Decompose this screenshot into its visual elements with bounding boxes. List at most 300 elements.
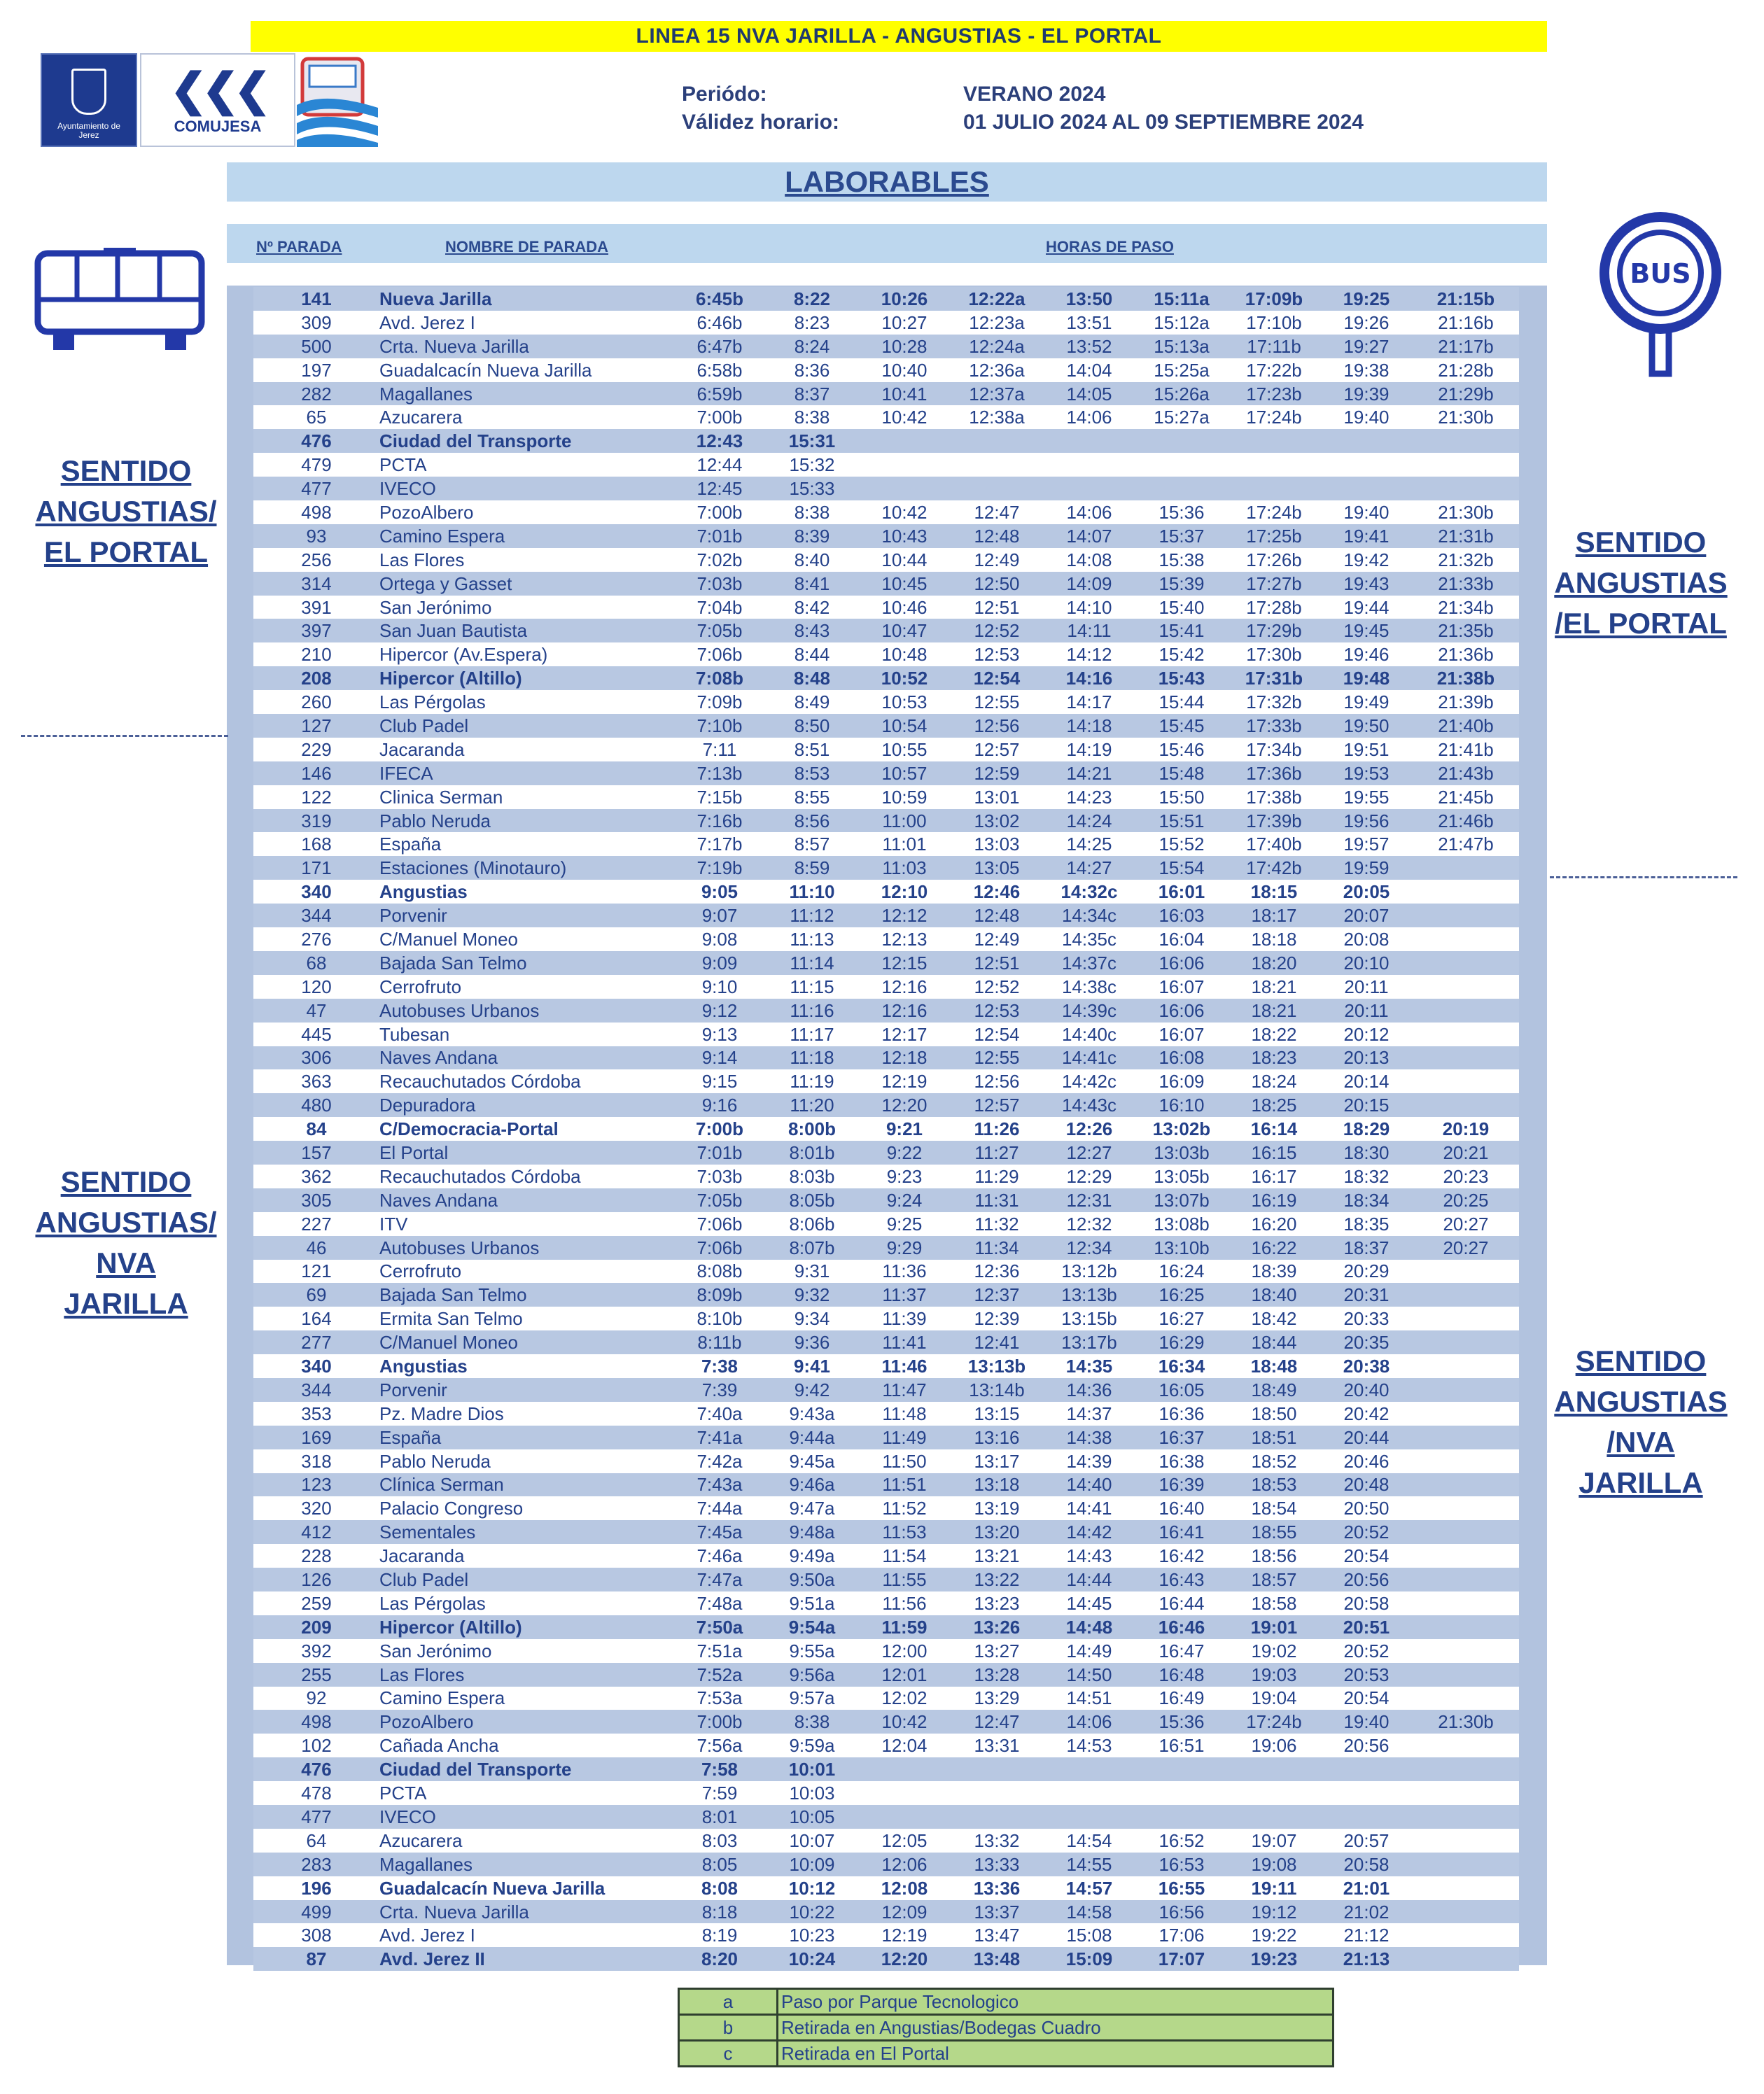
pass-time: 21:30b (1413, 500, 1519, 524)
pass-time: 12:55 (951, 690, 1043, 714)
stop-name: Camino Espera (379, 1687, 673, 1710)
table-row (253, 975, 1519, 999)
pass-time: 14:04 (1043, 358, 1135, 382)
stop-number: 499 (253, 1900, 379, 1924)
legend-text: Retirada en El Portal (778, 2041, 1334, 2067)
pass-time: 8:38 (766, 500, 858, 524)
stop-name: Nueva Jarilla (379, 287, 673, 311)
legend-row (679, 2041, 1334, 2067)
stop-name: Cerrofruto (379, 975, 673, 999)
pass-time: 13:31 (951, 1734, 1043, 1757)
stop-name: IVECO (379, 1805, 673, 1829)
table-row (253, 642, 1519, 666)
pass-time: 16:20 (1228, 1212, 1320, 1236)
pass-time: 17:09b (1228, 287, 1320, 311)
pass-time (1413, 1853, 1519, 1876)
pass-time: 21:43b (1413, 761, 1519, 785)
pass-time: 8:05b (766, 1188, 858, 1212)
pass-time: 20:56 (1320, 1734, 1413, 1757)
pass-time: 12:18 (858, 1046, 951, 1070)
pass-time (1413, 975, 1519, 999)
pass-time: 14:35c (1043, 927, 1135, 951)
pass-time: 17:40b (1228, 832, 1320, 856)
validez-value: 01 JULIO 2024 AL 09 SEPTIEMBRE 2024 (963, 111, 1364, 134)
pass-time: 21:28b (1413, 358, 1519, 382)
pass-time: 9:36 (766, 1330, 858, 1354)
pass-time: 12:12 (858, 904, 951, 927)
stop-name: C/Democracia-Portal (379, 1117, 673, 1141)
pass-time: 8:01 (673, 1805, 766, 1829)
pass-time: 7:43a (673, 1473, 766, 1497)
pass-time (1135, 477, 1228, 500)
table-row (253, 1805, 1519, 1829)
stop-name: Porvenir (379, 1378, 673, 1402)
pass-time: 14:38c (1043, 975, 1135, 999)
pass-time: 18:22 (1228, 1023, 1320, 1046)
pass-time: 20:51 (1320, 1615, 1413, 1639)
stop-number: 314 (253, 572, 379, 596)
pass-time: 7:05b (673, 619, 766, 642)
pass-time: 9:43a (766, 1402, 858, 1426)
pass-time: 9:23 (858, 1165, 951, 1188)
stop-name: ITV (379, 1212, 673, 1236)
pass-time: 8:20 (673, 1947, 766, 1971)
pass-time (1228, 429, 1320, 453)
pass-time: 18:50 (1228, 1402, 1320, 1426)
table-row (253, 1734, 1519, 1757)
table-row (253, 880, 1519, 904)
pass-time: 16:24 (1135, 1260, 1228, 1284)
pass-time: 11:59 (858, 1615, 951, 1639)
table-row (253, 1402, 1519, 1426)
pass-time: 12:34 (1043, 1236, 1135, 1260)
pass-time: 18:56 (1228, 1544, 1320, 1568)
stop-number: 102 (253, 1734, 379, 1757)
pass-time: 19:55 (1320, 785, 1413, 809)
table-row (253, 1687, 1519, 1710)
pass-time (1413, 1260, 1519, 1284)
pass-time (1413, 1473, 1519, 1497)
stop-number: 340 (253, 1354, 379, 1378)
pass-time: 10:44 (858, 548, 951, 572)
stop-name: España (379, 832, 673, 856)
pass-time: 21:31b (1413, 524, 1519, 548)
pass-time: 16:52 (1135, 1829, 1228, 1853)
pass-time: 18:20 (1228, 951, 1320, 975)
pass-time: 12:57 (951, 1093, 1043, 1117)
pass-time (858, 1757, 951, 1781)
pass-time: 19:01 (1228, 1615, 1320, 1639)
pass-time: 14:34c (1043, 904, 1135, 927)
stop-name: Hipercor (Altillo) (379, 1615, 673, 1639)
pass-time: 8:19 (673, 1923, 766, 1947)
stop-number: 392 (253, 1639, 379, 1663)
stop-number: 256 (253, 548, 379, 572)
pass-time: 14:23 (1043, 785, 1135, 809)
pass-time: 8:06b (766, 1212, 858, 1236)
pass-time: 11:00 (858, 809, 951, 833)
pass-time: 11:46 (858, 1354, 951, 1378)
pass-time: 11:53 (858, 1520, 951, 1544)
pass-time: 20:14 (1320, 1069, 1413, 1093)
pass-time (1413, 1829, 1519, 1853)
pass-time: 11:39 (858, 1307, 951, 1330)
table-row (253, 999, 1519, 1023)
pass-time: 12:51 (951, 951, 1043, 975)
pass-time: 16:41 (1135, 1520, 1228, 1544)
bus-icon (34, 248, 206, 360)
pass-time: 17:31b (1228, 666, 1320, 690)
pass-time: 18:57 (1228, 1568, 1320, 1591)
pass-time: 18:40 (1228, 1283, 1320, 1307)
pass-time: 15:38 (1135, 548, 1228, 572)
stop-number: 305 (253, 1188, 379, 1212)
pass-time: 9:05 (673, 880, 766, 904)
pass-time: 18:55 (1228, 1520, 1320, 1544)
bus-stop-sign-icon (1590, 210, 1730, 378)
pass-time: 18:21 (1228, 975, 1320, 999)
stop-name: Guadalcacín Nueva Jarilla (379, 1876, 673, 1900)
pass-time: 8:48 (766, 666, 858, 690)
pass-time: 14:11 (1043, 619, 1135, 642)
stop-number: 141 (253, 287, 379, 311)
pass-time: 14:19 (1043, 738, 1135, 761)
stop-number: 319 (253, 809, 379, 833)
pass-time: 13:48 (951, 1947, 1043, 1971)
pass-time: 12:56 (951, 1069, 1043, 1093)
pass-time: 15:54 (1135, 856, 1228, 880)
stop-number: 210 (253, 642, 379, 666)
pass-time: 11:36 (858, 1260, 951, 1284)
stop-name: Pablo Neruda (379, 809, 673, 833)
stop-name: Jacaranda (379, 1544, 673, 1568)
pass-time: 9:31 (766, 1260, 858, 1284)
pass-time: 15:46 (1135, 738, 1228, 761)
pass-time: 20:38 (1320, 1354, 1413, 1378)
pass-time: 16:49 (1135, 1687, 1228, 1710)
stop-number: 93 (253, 524, 379, 548)
pass-time: 12:49 (951, 548, 1043, 572)
pass-time: 18:15 (1228, 880, 1320, 904)
pass-time (1413, 1449, 1519, 1473)
pass-time: 10:01 (766, 1757, 858, 1781)
pass-time: 8:56 (766, 809, 858, 833)
pass-time: 15:44 (1135, 690, 1228, 714)
pass-time: 15:12a (1135, 311, 1228, 335)
pass-time: 13:17b (1043, 1330, 1135, 1354)
pass-time (858, 429, 951, 453)
pass-time: 12:52 (951, 619, 1043, 642)
table-row (253, 1236, 1519, 1260)
pass-time: 9:12 (673, 999, 766, 1023)
pass-time: 14:43c (1043, 1093, 1135, 1117)
pass-time: 21:02 (1320, 1900, 1413, 1924)
pass-time: 19:27 (1320, 335, 1413, 358)
pass-time: 20:15 (1320, 1093, 1413, 1117)
pass-time: 9:54a (766, 1615, 858, 1639)
pass-time: 14:51 (1043, 1687, 1135, 1710)
pass-time: 9:13 (673, 1023, 766, 1046)
pass-time (1413, 1046, 1519, 1070)
pass-time: 16:53 (1135, 1853, 1228, 1876)
pass-time: 18:30 (1320, 1141, 1413, 1165)
pass-time: 12:02 (858, 1687, 951, 1710)
pass-time: 17:27b (1228, 572, 1320, 596)
line-title (251, 21, 1547, 52)
pass-time (1135, 1781, 1228, 1805)
stop-number: 123 (253, 1473, 379, 1497)
pass-time (858, 1805, 951, 1829)
pass-time: 16:01 (1135, 880, 1228, 904)
pass-time: 20:57 (1320, 1829, 1413, 1853)
pass-time: 7:06b (673, 642, 766, 666)
stop-number: 171 (253, 856, 379, 880)
pass-time (1228, 1781, 1320, 1805)
pass-time: 11:49 (858, 1426, 951, 1449)
pass-time: 14:49 (1043, 1639, 1135, 1663)
pass-time: 19:41 (1320, 524, 1413, 548)
pass-time: 11:41 (858, 1330, 951, 1354)
pass-time: 13:51 (1043, 311, 1135, 335)
pass-time: 13:13b (951, 1354, 1043, 1378)
pass-time: 16:25 (1135, 1283, 1228, 1307)
pass-time: 13:02 (951, 809, 1043, 833)
pass-time: 8:03b (766, 1165, 858, 1188)
stop-number: 476 (253, 1757, 379, 1781)
stop-number: 120 (253, 975, 379, 999)
pass-time: 16:47 (1135, 1639, 1228, 1663)
pass-time: 14:39 (1043, 1449, 1135, 1473)
pass-time: 19:23 (1228, 1947, 1320, 1971)
table-row (253, 1188, 1519, 1212)
table-row (253, 832, 1519, 856)
pass-time: 14:43 (1043, 1544, 1135, 1568)
pass-time: 13:33 (951, 1853, 1043, 1876)
pass-time: 9:44a (766, 1426, 858, 1449)
pass-time: 10:03 (766, 1781, 858, 1805)
pass-time: 15:08 (1043, 1923, 1135, 1947)
legend-key: b (679, 2015, 778, 2041)
pass-time: 21:12 (1320, 1923, 1413, 1947)
pass-time: 11:18 (766, 1046, 858, 1070)
pass-time: 12:17 (858, 1023, 951, 1046)
pass-time: 19:08 (1228, 1853, 1320, 1876)
pass-time: 8:09b (673, 1283, 766, 1307)
pass-time: 16:09 (1135, 1069, 1228, 1093)
stop-name: Magallanes (379, 382, 673, 406)
pass-time (1413, 453, 1519, 477)
pass-time: 7:00b (673, 500, 766, 524)
pass-time: 16:10 (1135, 1093, 1228, 1117)
pass-time: 8:42 (766, 596, 858, 619)
stop-name: Pablo Neruda (379, 1449, 673, 1473)
pass-time: 7:53a (673, 1687, 766, 1710)
stop-name: Las Pérgolas (379, 1591, 673, 1615)
pass-time: 8:50 (766, 714, 858, 738)
pass-time: 18:29 (1320, 1117, 1413, 1141)
pass-time: 19:42 (1320, 548, 1413, 572)
pass-time: 21:29b (1413, 382, 1519, 406)
pass-time: 7:58 (673, 1757, 766, 1781)
stop-name: PozoAlbero (379, 1710, 673, 1734)
pass-time: 19:59 (1320, 856, 1413, 880)
pass-time: 9:32 (766, 1283, 858, 1307)
stop-name: Clinica Serman (379, 785, 673, 809)
stop-number: 498 (253, 500, 379, 524)
pass-time: 12:56 (951, 714, 1043, 738)
pass-time: 20:27 (1413, 1236, 1519, 1260)
pass-time: 10:41 (858, 382, 951, 406)
pass-time: 13:22 (951, 1568, 1043, 1591)
pass-time: 8:51 (766, 738, 858, 761)
stop-name: Angustias (379, 1354, 673, 1378)
pass-time: 18:25 (1228, 1093, 1320, 1117)
pass-time: 14:16 (1043, 666, 1135, 690)
pass-time: 7:01b (673, 524, 766, 548)
stop-number: 126 (253, 1568, 379, 1591)
stop-number: 168 (253, 832, 379, 856)
divider-left (21, 735, 228, 737)
table-row (253, 1165, 1519, 1188)
stop-number: 46 (253, 1236, 379, 1260)
line-title-text: LINEA 15 NVA JARILLA - ANGUSTIAS - EL PORTAL (636, 24, 1162, 48)
pass-time: 12:53 (951, 999, 1043, 1023)
pass-time: 7:42a (673, 1449, 766, 1473)
pass-time: 12:47 (951, 500, 1043, 524)
pass-time: 16:22 (1228, 1236, 1320, 1260)
table-row (253, 1947, 1519, 1971)
pass-time: 10:45 (858, 572, 951, 596)
pass-time: 7:48a (673, 1591, 766, 1615)
pass-time: 8:07b (766, 1236, 858, 1260)
stop-number: 480 (253, 1093, 379, 1117)
stop-name: Sementales (379, 1520, 673, 1544)
pass-time: 18:54 (1228, 1496, 1320, 1520)
pass-time: 14:41c (1043, 1046, 1135, 1070)
pass-time (1413, 1805, 1519, 1829)
pass-time: 19:11 (1228, 1876, 1320, 1900)
pass-time: 7:44a (673, 1496, 766, 1520)
pass-time: 8:01b (766, 1141, 858, 1165)
direction-left-bottom: SENTIDO ANGUSTIAS/ NVA JARILLA (35, 1165, 217, 1320)
pass-time: 10:40 (858, 358, 951, 382)
pass-time: 14:38 (1043, 1426, 1135, 1449)
pass-time: 13:50 (1043, 287, 1135, 311)
pass-time (1043, 1757, 1135, 1781)
pass-time: 21:38b (1413, 666, 1519, 690)
pass-time: 12:54 (951, 1023, 1043, 1046)
pass-time: 13:20 (951, 1520, 1043, 1544)
table-row (253, 453, 1519, 477)
pass-time (1413, 1520, 1519, 1544)
table-row (253, 761, 1519, 785)
pass-time: 20:27 (1413, 1212, 1519, 1236)
pass-time: 12:53 (951, 642, 1043, 666)
legend-row (679, 2015, 1334, 2041)
pass-time: 11:31 (951, 1188, 1043, 1212)
pass-time: 12:55 (951, 1046, 1043, 1070)
pass-time: 7:06b (673, 1212, 766, 1236)
pass-time: 19:48 (1320, 666, 1413, 690)
pass-time: 12:06 (858, 1853, 951, 1876)
pass-time: 10:42 (858, 1710, 951, 1734)
pass-time: 14:12 (1043, 642, 1135, 666)
pass-time: 7:45a (673, 1520, 766, 1544)
pass-time: 13:13b (1043, 1283, 1135, 1307)
pass-time: 19:43 (1320, 572, 1413, 596)
pass-time: 21:01 (1320, 1876, 1413, 1900)
pass-time: 18:58 (1228, 1591, 1320, 1615)
pass-time: 18:34 (1320, 1188, 1413, 1212)
pass-time: 15:32 (766, 453, 858, 477)
pass-time: 16:39 (1135, 1473, 1228, 1497)
pass-time: 11:16 (766, 999, 858, 1023)
pass-time: 7:17b (673, 832, 766, 856)
pass-time: 14:07 (1043, 524, 1135, 548)
table-row (253, 809, 1519, 833)
pass-time: 11:10 (766, 880, 858, 904)
table-row (253, 619, 1519, 642)
stop-name: Jacaranda (379, 738, 673, 761)
pass-time: 20:07 (1320, 904, 1413, 927)
pass-time: 20:40 (1320, 1378, 1413, 1402)
pass-time: 15:45 (1135, 714, 1228, 738)
stop-number: 500 (253, 335, 379, 358)
legend-table (678, 1988, 1334, 2067)
pass-time (1413, 1757, 1519, 1781)
pass-time: 20:21 (1413, 1141, 1519, 1165)
pass-time: 15:36 (1135, 1710, 1228, 1734)
pass-time: 14:25 (1043, 832, 1135, 856)
pass-time: 19:02 (1228, 1639, 1320, 1663)
pass-time: 21:41b (1413, 738, 1519, 761)
table-row (253, 1663, 1519, 1687)
stop-number: 318 (253, 1449, 379, 1473)
pass-time: 14:35 (1043, 1354, 1135, 1378)
pass-time: 10:12 (766, 1876, 858, 1900)
pass-time: 10:07 (766, 1829, 858, 1853)
stop-number: 64 (253, 1829, 379, 1853)
pass-time: 7:50a (673, 1615, 766, 1639)
pass-time: 13:12b (1043, 1260, 1135, 1284)
pass-time: 7:10b (673, 714, 766, 738)
pass-time: 12:31 (1043, 1188, 1135, 1212)
pass-time (1320, 1781, 1413, 1805)
pass-time: 7:51a (673, 1639, 766, 1663)
pass-time (1135, 1805, 1228, 1829)
pass-time: 19:40 (1320, 405, 1413, 429)
pass-time: 13:21 (951, 1544, 1043, 1568)
pass-time (1413, 1568, 1519, 1591)
pass-time: 16:43 (1135, 1568, 1228, 1591)
pass-time: 20:11 (1320, 975, 1413, 999)
pass-time (858, 477, 951, 500)
table-row (253, 1141, 1519, 1165)
pass-time: 10:59 (858, 785, 951, 809)
pass-time: 17:29b (1228, 619, 1320, 642)
stop-number: 209 (253, 1615, 379, 1639)
pass-time: 12:29 (1043, 1165, 1135, 1188)
stop-name: Club Padel (379, 1568, 673, 1591)
table-row (253, 1520, 1519, 1544)
stop-number: 260 (253, 690, 379, 714)
pass-time (858, 1781, 951, 1805)
pass-time: 20:31 (1320, 1283, 1413, 1307)
pass-time: 19:53 (1320, 761, 1413, 785)
pass-time: 7:59 (673, 1781, 766, 1805)
pass-time: 16:03 (1135, 904, 1228, 927)
pass-time: 20:50 (1320, 1496, 1413, 1520)
